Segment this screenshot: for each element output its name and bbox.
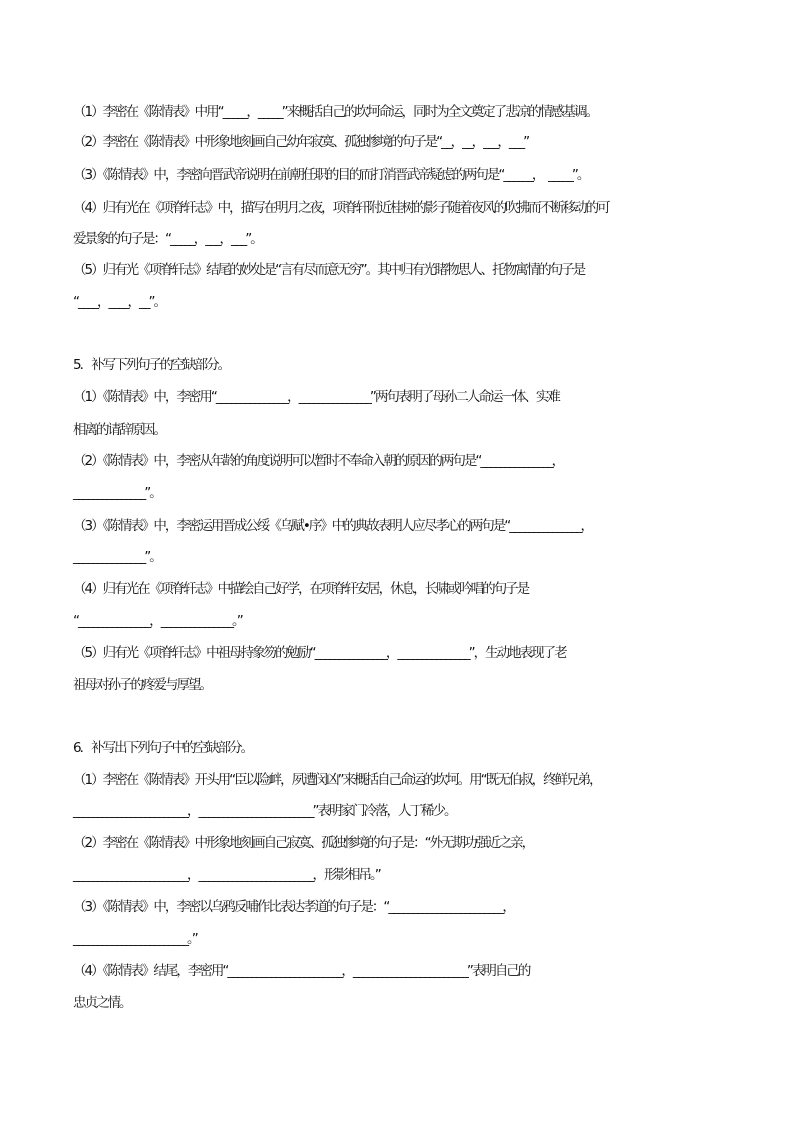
s6-q2-line2: ________________________，________________________，形影相吊。” (73, 867, 380, 883)
s6-q1-line1: （1）李密在《陈情表》开头用“臣以险衅，夙遭闵凶”来概括自己命运的坎坷。用“既无伯叔，终鲜兄弟， (73, 772, 601, 788)
s4-q1: （1）李密在《陈情表》中用“_____，_____”来概括自己的坎坷命运，同时为全文奠定了悲凉的情感基调。 (73, 104, 598, 120)
s6-title: 6．补写出下列句子中的空缺部分。 (73, 740, 253, 756)
s4-q3: （3）《陈情表》中，李密向晋武帝说明在前朝任职的目的而打消晋武帝疑虑的两句是“______， _____”。 (73, 167, 589, 183)
s5-q4-line1: （4）归有光在《项脊轩志》中描绘自己好学，在项脊轩安居，休息，长啸或吟唱的句子是 (73, 581, 529, 597)
s5-title: 5．补写下列句子的空缺部分。 (73, 357, 230, 373)
s6-q4-line2: 忠贞之情。 (73, 995, 131, 1011)
s4-q5-line1: （5）归有光《项脊轩志》结尾的妙处是“言有尽而意无穷”。其中归有光睹物思人、托物寓情的句子是 (73, 262, 585, 278)
s6-q4-line1: （4）《陈情表》结尾，李密用“________________________，________________________”表明自己的 (73, 963, 530, 979)
s5-q1-line1: （1）《陈情表》中，李密用“_______________，_______________”两句表明了母孙二人命运一体、实难 (73, 389, 559, 405)
s5-q3-line1: （3）《陈情表》中，李密运用晋成公绥《乌赋•序》中的典故表明人应尽孝心的两句是“_______________， (73, 518, 593, 534)
s5-q4-line2: “_______________，_______________。” (73, 613, 242, 629)
s5-q1-line2: 相离的请辞原因。 (73, 422, 165, 438)
s4-q5-line2: “____，____，__”。 (73, 294, 165, 310)
s6-q3-line2: ________________________。” (73, 931, 197, 947)
s4-q4-line2: 爱景象的句子是：“_____，___，___”。 (73, 231, 262, 247)
s5-q2-line1: （2）《陈情表》中，李密从年龄的角度说明可以暂时不奉命入朝的原因的两句是“_______________， (73, 453, 564, 469)
s5-q5-line1: （5）归有光《项脊轩志》中祖母持象笏的勉励“_______________，_______________”，生动地表现了老 (73, 645, 566, 661)
s5-q3-line2: _______________”。 (73, 549, 161, 565)
s6-q2-line1: （2）李密在《陈情表》中形象地刻画自己寂寞、孤独惨境的句子是：“外无期功强近之亲， (73, 835, 534, 851)
s4-q2: （2）李密在《陈情表》中形象地刻画自己幼年寂寞、孤独惨境的句子是“__，__，___，___” (73, 134, 529, 150)
s6-q1-line2: ________________________，________________________”表明家门冷落，人丁稀少。 (73, 803, 456, 819)
s5-q5-line2: 祖母对孙子的疼爱与厚望。 (73, 677, 211, 693)
s6-q3-line1: （3）《陈情表》中，李密以乌鸦反哺作比表达孝道的句子是：“________________________， (73, 899, 514, 915)
s4-q4-line1: （4）归有光在《项脊轩志》中，描写在明月之夜，项脊轩附近桂树的影子随着夜风的吹拂而不断移动的可 (73, 200, 609, 216)
s5-q2-line2: _______________”。 (73, 485, 161, 501)
